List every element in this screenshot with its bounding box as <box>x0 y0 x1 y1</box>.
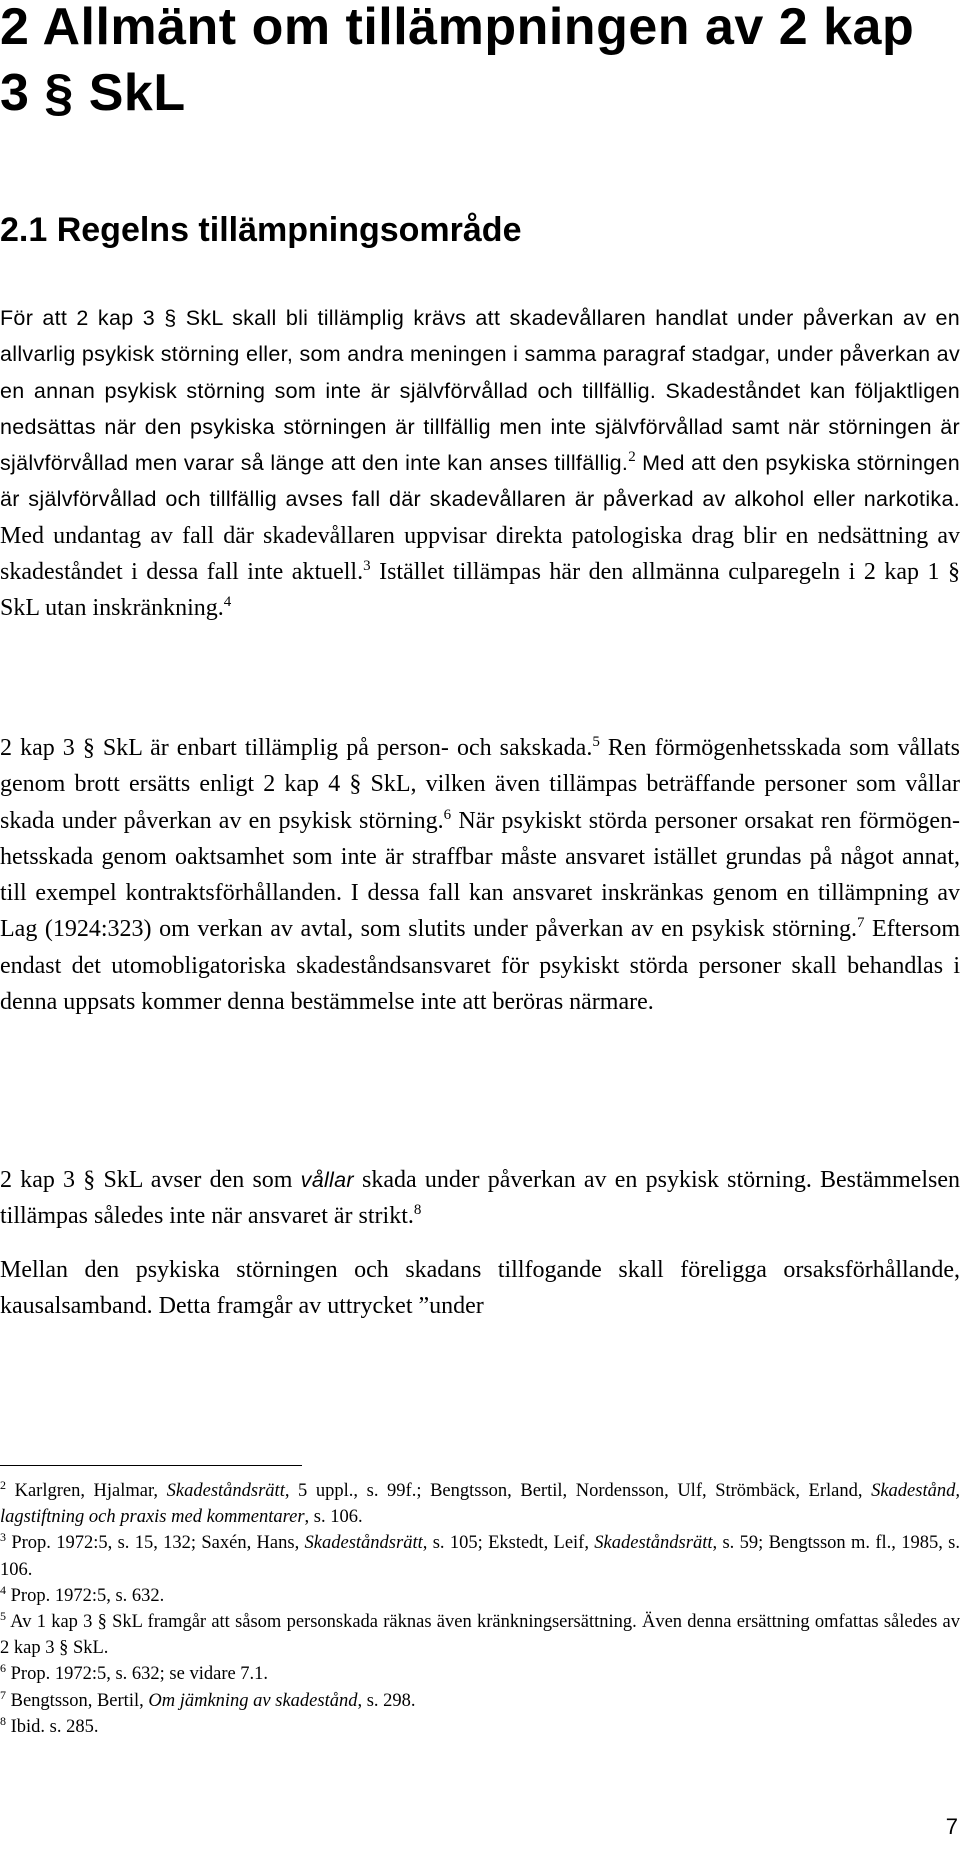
footnote-text: , s. 298. <box>357 1690 416 1711</box>
footnote-5 <box>0 1609 960 1661</box>
footnote-number: 5 <box>0 1608 6 1623</box>
footnote-title: Skadeståndsrätt <box>166 1481 285 1501</box>
paragraph-1 <box>0 300 960 627</box>
paragraph-2-text-b: Ren förmögenhetsskada som vållats genom brott ersätts enligt 2 kap 4 § SkL, vilken även tillämpas beträffande personer som vållar skada under påverkan av en psykisk störning. <box>0 735 960 834</box>
footnote-title: Skadeståndsrätt <box>304 1533 423 1554</box>
footnote-3 <box>0 1530 960 1582</box>
footnote-ref-7[interactable]: 7 <box>856 915 865 932</box>
footnote-text: , 5 uppl., s. 99f.; Bengtsson, Bertil, Nordensson, Ulf, Strömbäck, Erland, <box>284 1481 872 1501</box>
paragraph-1-text-a: För att 2 kap 3 § SkL skall bli tillämplig krävs att skadevållaren handlat under påverkan av en allvarlig psykisk störning eller, som andra meningen i samma paragraf stadgar, under påverkan av en annan psykisk störning som inte är självförvållad och tillfällig. Skadeståndet kan följaktligen nedsättas när den psykiska störningen är tillfällig men inte självförvållad samt när störningen är självförvållad men varar så länge att den inte kan anses tillfällig. <box>0 306 960 476</box>
paragraph-1-text-d: Istället tillämpas här den allmänna culparegeln i 2 kap 1 § SkL utan inskränkning. <box>0 559 960 622</box>
footnote-text: Prop. 1972:5, s. 15, 132; Saxén, Hans, <box>6 1533 305 1554</box>
paragraph-4 <box>0 1252 960 1325</box>
footnote-text: Karlgren, Hjalmar, <box>6 1481 167 1501</box>
footnote-7 <box>0 1688 960 1714</box>
footnote-number: 4 <box>0 1582 6 1597</box>
footnote-text: , s. 106. <box>304 1507 363 1528</box>
footnote-ref-3[interactable]: 3 <box>363 558 371 575</box>
footnote-2 <box>0 1478 960 1530</box>
footnotes <box>0 1478 960 1740</box>
footnote-text: Prop. 1972:5, s. 632; se vidare 7.1. <box>6 1664 269 1685</box>
footnote-ref-8[interactable]: 8 <box>413 1202 422 1219</box>
footnote-number: 2 <box>0 1477 6 1492</box>
footnote-title: Skadeståndsrätt <box>594 1533 713 1554</box>
footnote-text: Prop. 1972:5, s. 632. <box>6 1585 165 1606</box>
footnote-separator <box>0 1465 302 1466</box>
paragraph-1-text-b: Med att den psykiska störningen är självförvållad och tillfällig avses fall där skadevållaren är påverkad av alkohol eller narkotika. <box>0 451 960 512</box>
paragraph-2 <box>0 730 960 1020</box>
paragraph-2-text-c: När psykiskt störda personer orsakat ren förmögenhetsskada genom oaktsamhet som inte är straffbar måste ansvaret istället grundas på något annat, till exempel kontraktsförhållanden. I dessa fall kan ansvaret inskränkas genom en tillämpning av Lag (1924:323) om verkan av avtal, som slutits under påverkan av en psykisk störning. <box>0 807 960 943</box>
paragraph-2-text-d: Eftersom endast det utomobligatoriska skadeståndsansvaret för psykiskt störda personer skall behandlas i denna uppsats kommer denna bestämmelse inte att beröras närmare. <box>0 916 960 1016</box>
footnote-text: Av 1 kap 3 § SkL framgår att såsom personskada räknas även kränkningsersättning. Även denna ersättning omfattas således av 2 kap 3 § SkL. <box>0 1612 960 1659</box>
footnote-text: Bengtsson, Bertil, <box>6 1690 149 1711</box>
footnote-number: 7 <box>0 1687 6 1702</box>
paragraph-3 <box>0 1162 960 1235</box>
footnote-6 <box>0 1661 960 1687</box>
footnote-title: Om jämkning av skadestånd <box>148 1690 358 1711</box>
chapter-heading: 2 Allmänt om tillämpningen av 2 kap 3 § SkL <box>0 0 915 122</box>
paragraph-3-emphasis: vållar <box>300 1168 354 1192</box>
footnote-number: 3 <box>0 1530 6 1545</box>
footnote-8 <box>0 1714 960 1740</box>
footnote-ref-6[interactable]: 6 <box>443 806 452 823</box>
footnote-title: Skadestånd, lagstiftning och praxis med kommentarer <box>0 1481 960 1528</box>
paragraph-1-text-c: Med undantag av fall där skadevållaren uppvisar direkta patologiska drag blir en nedsättning av skadeståndet i dessa fall inte aktuell. <box>0 522 960 586</box>
footnote-number: 6 <box>0 1661 6 1676</box>
paragraph-3-text-a: 2 kap 3 § SkL avser den som <box>0 1167 301 1193</box>
footnote-4 <box>0 1583 960 1609</box>
paragraph-4-text: Mellan den psykiska störningen och skadans tillfogande skall föreligga orsaksförhållande, kausalsamband. Detta framgår av uttrycket ”under <box>0 1257 960 1320</box>
footnote-ref-2[interactable]: 2 <box>628 449 636 466</box>
section-heading: 2.1 Regelns tillämpningsområde <box>0 211 522 249</box>
footnote-text: , s. 59; Bengtsson m. fl., 1985, s. 106. <box>0 1533 960 1580</box>
paragraph-3-text-b: skada under påverkan av en psykisk störning. Bestämmelsen tillämpas således inte när ansvaret är strikt. <box>0 1167 960 1230</box>
footnote-text: Ibid. s. 285. <box>6 1716 99 1737</box>
footnote-ref-4[interactable]: 4 <box>223 594 232 611</box>
footnote-ref-5[interactable]: 5 <box>592 734 600 750</box>
footnote-text: , s. 105; Ekstedt, Leif, <box>422 1533 595 1554</box>
page-number: 7 <box>945 1814 958 1839</box>
paragraph-2-text-a: 2 kap 3 § SkL är enbart tillämplig på person- och sakskada. <box>0 735 593 761</box>
footnote-number: 8 <box>0 1713 6 1728</box>
